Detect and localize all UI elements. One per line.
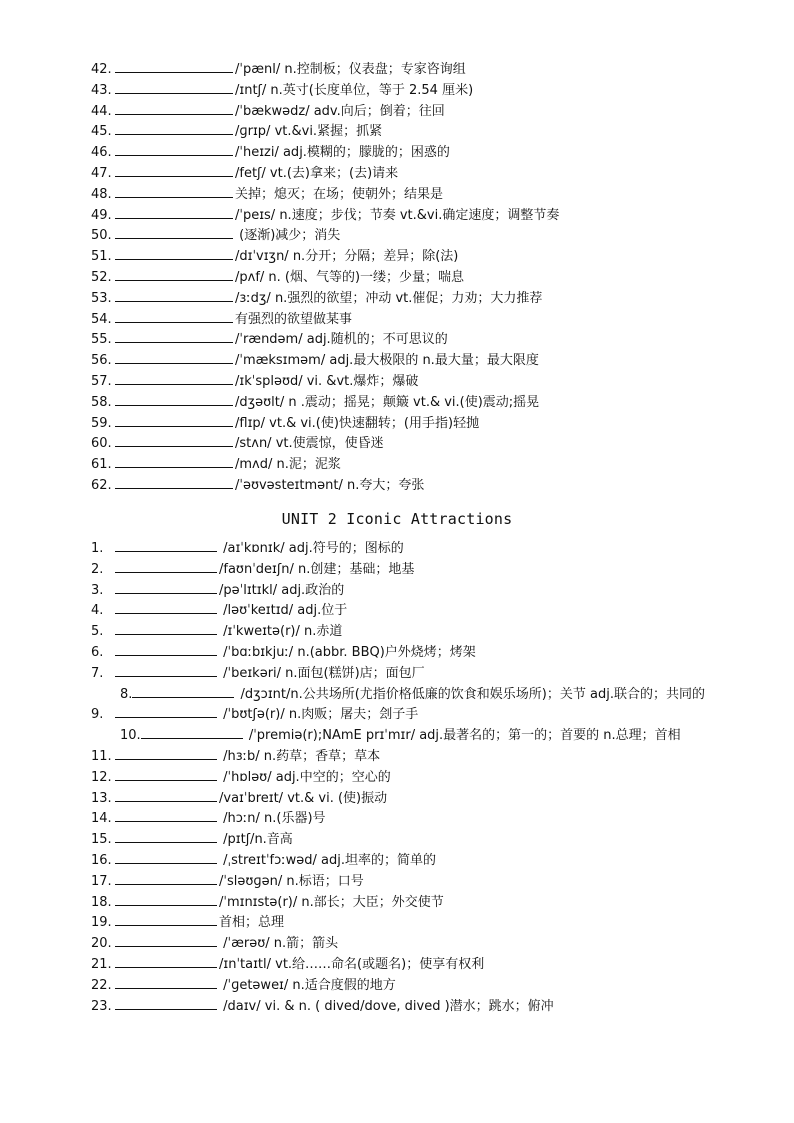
- entry-number: 4.: [91, 603, 104, 619]
- answer-blank[interactable]: [115, 789, 217, 802]
- entry-definition: /pɪtʃ/n.音高: [219, 832, 293, 848]
- entry-number: 7.: [91, 665, 104, 681]
- entry-number: 54.: [91, 311, 112, 327]
- vocab-entry: [62, 643, 742, 664]
- answer-blank[interactable]: [115, 455, 233, 468]
- vocab-entry: [62, 60, 742, 81]
- answer-blank[interactable]: [115, 809, 217, 822]
- unit-2-heading: UNIT 2 Iconic Attractions: [281, 510, 513, 528]
- entry-number: 42.: [91, 62, 112, 77]
- entry-definition: /ˈmɪnɪstə(r)/ n.部长；大臣；外交使节: [219, 894, 444, 910]
- entry-number: 59.: [91, 415, 112, 431]
- answer-blank[interactable]: [115, 81, 233, 94]
- entry-number: 21.: [91, 956, 112, 972]
- entry-number: 16.: [91, 852, 112, 868]
- vocab-entry: [62, 726, 742, 747]
- entry-number: 60.: [91, 436, 112, 452]
- answer-blank[interactable]: [115, 622, 217, 635]
- vocab-entry: [62, 976, 742, 997]
- entry-definition: /pəˈlɪtɪkl/ adj.政治的: [219, 582, 345, 598]
- entry-number: 50.: [91, 228, 112, 244]
- entry-definition: /ˈpænl/ n.控制板；仪表盘；专家咨询组: [235, 62, 466, 77]
- vocab-entry: [62, 185, 742, 206]
- entry-definition: /ˈpeɪs/ n.速度；步伐；节奏 vt.&vi.确定速度；调整节奏: [235, 207, 560, 223]
- answer-blank[interactable]: [115, 226, 233, 239]
- entry-number: 56.: [91, 353, 112, 369]
- vocab-entry: [62, 934, 742, 955]
- entry-number: 52.: [91, 269, 112, 285]
- vocab-entry: [62, 351, 742, 372]
- entry-definition: /ˈbeɪkəri/ n.面包(糕饼)店；面包厂: [219, 665, 425, 681]
- entry-definition: /hɜːb/ n.药草；香草；草本: [219, 748, 381, 764]
- vocab-entry: [62, 226, 742, 247]
- answer-blank[interactable]: [115, 893, 217, 906]
- vocab-entry: [62, 330, 742, 351]
- vocab-entry: [62, 81, 742, 102]
- entry-number: 47.: [91, 165, 112, 181]
- entry-definition: /dʒəʊlt/ n .震动；摇晃；颠簸 vt.& vi.(使)震动;摇晃: [235, 394, 540, 410]
- entry-definition: /faʊnˈdeɪʃn/ n.创建；基础；地基: [219, 561, 415, 577]
- entry-number: 48.: [91, 186, 112, 202]
- vocab-entry: [62, 164, 742, 185]
- vocab-entry: [62, 122, 742, 143]
- entry-definition: /vaɪˈbreɪt/ vt.& vi. (使)振动: [219, 790, 388, 806]
- vocab-entry: [62, 455, 742, 476]
- vocab-entry: [62, 664, 742, 685]
- answer-blank[interactable]: [115, 102, 233, 115]
- vocab-entry: [62, 913, 742, 934]
- vocab-entry: [62, 955, 742, 976]
- entry-definition: /ˈærəʊ/ n.箭；箭头: [219, 936, 339, 952]
- entry-number: 43.: [91, 82, 112, 98]
- vocab-entry: [62, 268, 742, 289]
- entry-definition: 有强烈的欲望做某事: [235, 311, 353, 327]
- entry-definition: /ˈpremiə(r);NAmE prɪˈmɪr/ adj.最著名的；第一的；首要的 n.总理；首相: [244, 728, 681, 744]
- entry-number: 58.: [91, 394, 112, 410]
- entry-definition: /ɪˈkweɪtə(r)/ n.赤道: [219, 624, 343, 640]
- vocab-entry: [62, 247, 742, 268]
- answer-blank[interactable]: [115, 372, 233, 385]
- answer-blank[interactable]: [115, 872, 217, 885]
- answer-blank[interactable]: [115, 768, 217, 781]
- vocab-entry: [62, 289, 742, 310]
- vocab-entry: [62, 560, 742, 581]
- vocab-entry: [62, 434, 742, 455]
- vocab-entry: [62, 622, 742, 643]
- entry-definition: /ˈəʊvəsteɪtmənt/ n.夸大；夸张: [235, 477, 425, 493]
- entry-number: 57.: [91, 373, 112, 389]
- entry-number: 6.: [91, 644, 104, 660]
- entry-definition: /hɔːn/ n.(乐器)号: [219, 811, 326, 827]
- entry-definition: /aɪˈkɒnɪk/ adj.符号的；图标的: [219, 541, 404, 556]
- entry-definition: /mʌd/ n.泥；泥浆: [235, 457, 341, 473]
- answer-blank[interactable]: [115, 581, 217, 594]
- answer-blank[interactable]: [115, 601, 217, 614]
- vocab-entry: [62, 851, 742, 872]
- answer-blank[interactable]: [115, 934, 217, 947]
- entry-definition: /ˈheɪzi/ adj.模糊的；朦胧的；困惑的: [235, 145, 450, 161]
- answer-blank[interactable]: [115, 268, 233, 281]
- answer-blank[interactable]: [115, 206, 233, 219]
- entry-number: 49.: [91, 207, 112, 223]
- vocab-entry: [62, 685, 742, 706]
- entry-definition: /ˈhɒləʊ/ adj.中空的；空心的: [219, 769, 391, 785]
- answer-blank[interactable]: [141, 726, 243, 739]
- entry-number: 55.: [91, 332, 112, 348]
- entry-number: 23.: [91, 998, 112, 1014]
- entry-definition: 关掉；熄灭；在场；使朝外；结果是: [235, 186, 444, 202]
- answer-blank[interactable]: [115, 143, 233, 156]
- answer-blank[interactable]: [115, 351, 233, 364]
- vocab-entry: [62, 206, 742, 227]
- answer-blank[interactable]: [115, 747, 217, 760]
- entry-number: 10.: [120, 728, 141, 744]
- answer-blank[interactable]: [115, 913, 217, 926]
- entry-definition: /ˌstreɪtˈfɔːwəd/ adj.坦率的；简单的: [219, 852, 436, 868]
- entry-definition: /ɪkˈspləʊd/ vi. &vt.爆炸；爆破: [235, 373, 419, 389]
- entry-number: 11.: [91, 748, 112, 764]
- entry-number: 61.: [91, 457, 112, 473]
- vocab-entry: [62, 310, 742, 331]
- entry-definition: /stʌn/ vt.使震惊，使昏迷: [235, 436, 384, 452]
- entry-definition: /ɡrɪp/ vt.&vi.紧握；抓紧: [235, 124, 383, 140]
- vocab-entry: [62, 747, 742, 768]
- vocab-entry: [62, 372, 742, 393]
- entry-number: 62.: [91, 477, 112, 493]
- answer-blank[interactable]: [115, 643, 217, 656]
- entry-number: 19.: [91, 915, 112, 931]
- answer-blank[interactable]: [115, 164, 233, 177]
- entry-definition: /ˈɡetəweɪ/ n.适合度假的地方: [219, 977, 396, 993]
- vocab-entry: [62, 601, 742, 622]
- vocab-entry: [62, 830, 742, 851]
- vocab-entry: [62, 768, 742, 789]
- entry-definition: (逐渐)减少；消失: [235, 228, 341, 244]
- entry-definition: /ləʊˈkeɪtɪd/ adj.位于: [219, 603, 348, 619]
- entry-number: 13.: [91, 790, 112, 806]
- entry-definition: /ɜːdʒ/ n.强烈的欲望；冲动 vt.催促；力劝；大力推荐: [235, 290, 543, 306]
- entry-number: 5.: [91, 624, 104, 640]
- entry-number: 15.: [91, 832, 112, 848]
- answer-blank[interactable]: [115, 955, 217, 968]
- answer-blank[interactable]: [132, 685, 234, 698]
- answer-blank[interactable]: [115, 976, 217, 989]
- answer-blank[interactable]: [115, 434, 233, 447]
- vocab-entry: [62, 581, 742, 602]
- answer-blank[interactable]: [115, 476, 233, 489]
- answer-blank[interactable]: [115, 289, 233, 302]
- answer-blank[interactable]: [115, 414, 233, 427]
- answer-blank[interactable]: [115, 247, 233, 260]
- entry-number: 14.: [91, 811, 112, 827]
- answer-blank[interactable]: [115, 997, 217, 1010]
- entry-number: 1.: [91, 541, 104, 556]
- entry-number: 51.: [91, 249, 112, 265]
- entry-definition: /ˈmæksɪməm/ adj.最大极限的 n.最大量；最大限度: [235, 353, 539, 369]
- answer-blank[interactable]: [115, 664, 217, 677]
- answer-blank[interactable]: [115, 393, 233, 406]
- entry-number: 20.: [91, 936, 112, 952]
- entry-number: 3.: [91, 582, 104, 598]
- vocab-entry: [62, 789, 742, 810]
- answer-blank[interactable]: [115, 330, 233, 343]
- entry-number: 53.: [91, 290, 112, 306]
- entry-definition: /fetʃ/ vt.(去)拿来；(去)请来: [235, 165, 399, 181]
- vocab-entry: [62, 539, 742, 560]
- vocab-entry: [62, 872, 742, 893]
- entry-definition: 首相；总理: [219, 915, 285, 931]
- entry-definition: /ˈbʊtʃə(r)/ n.肉贩；屠夫；刽子手: [219, 707, 419, 723]
- entry-number: 44.: [91, 103, 112, 119]
- entry-number: 2.: [91, 561, 104, 577]
- answer-blank[interactable]: [115, 539, 217, 552]
- vocab-entry: [62, 143, 742, 164]
- vocab-list-unit-2: [62, 539, 742, 1017]
- vocab-entry: [62, 997, 742, 1018]
- answer-blank[interactable]: [115, 122, 233, 135]
- entry-definition: /ˈrændəm/ adj.随机的；不可思议的: [235, 332, 448, 348]
- entry-definition: /ˈbɑːbɪkjuː/ n.(abbr. BBQ)户外烧烤；烤架: [219, 644, 476, 660]
- entry-number: 8.: [120, 686, 133, 702]
- answer-blank[interactable]: [115, 705, 217, 718]
- entry-number: 12.: [91, 769, 112, 785]
- entry-definition: /ˈbækwədz/ adv.向后；倒着；往回: [235, 103, 445, 119]
- entry-definition: /ɪnˈtaɪtl/ vt.给……命名(或题名)；使享有权利: [219, 956, 485, 972]
- entry-number: 22.: [91, 977, 112, 993]
- vocab-entry: [62, 705, 742, 726]
- entry-definition: /daɪv/ vi. & n. ( dived/dove, dived )潜水；跳水；俯冲: [219, 998, 554, 1014]
- vocab-entry: [62, 809, 742, 830]
- vocab-entry: [62, 893, 742, 914]
- entry-definition: /pʌf/ n. (烟、气等的)一缕；少量；喘息: [235, 269, 465, 285]
- entry-definition: /flɪp/ vt.& vi.(使)快速翻转；(用手指)轻抛: [235, 415, 480, 431]
- vocab-list-unit-1: [62, 60, 742, 497]
- vocab-entry: [62, 414, 742, 435]
- vocab-entry: [62, 393, 742, 414]
- entry-definition: /dʒɔɪnt/n.公共场所(尤指价格低廉的饮食和娱乐场所)；关节 adj.联合的；共同的: [236, 686, 705, 702]
- answer-blank[interactable]: [115, 60, 233, 73]
- entry-number: 18.: [91, 894, 112, 910]
- entry-definition: /ɪntʃ/ n.英寸(长度单位，等于 2.54 厘米): [235, 82, 474, 98]
- vocab-entry: [62, 476, 742, 497]
- answer-blank[interactable]: [115, 830, 217, 843]
- answer-blank[interactable]: [115, 310, 233, 323]
- vocab-entry: [62, 102, 742, 123]
- entry-number: 45.: [91, 124, 112, 140]
- entry-definition: /ˈsləʊɡən/ n.标语；口号: [219, 873, 364, 889]
- entry-definition: /dɪˈvɪʒn/ n.分开；分隔；差异；除(法): [235, 249, 459, 265]
- entry-number: 9.: [91, 707, 104, 723]
- answer-blank[interactable]: [115, 851, 217, 864]
- entry-number: 46.: [91, 145, 112, 161]
- answer-blank[interactable]: [115, 560, 217, 573]
- answer-blank[interactable]: [115, 185, 233, 198]
- entry-number: 17.: [91, 873, 112, 889]
